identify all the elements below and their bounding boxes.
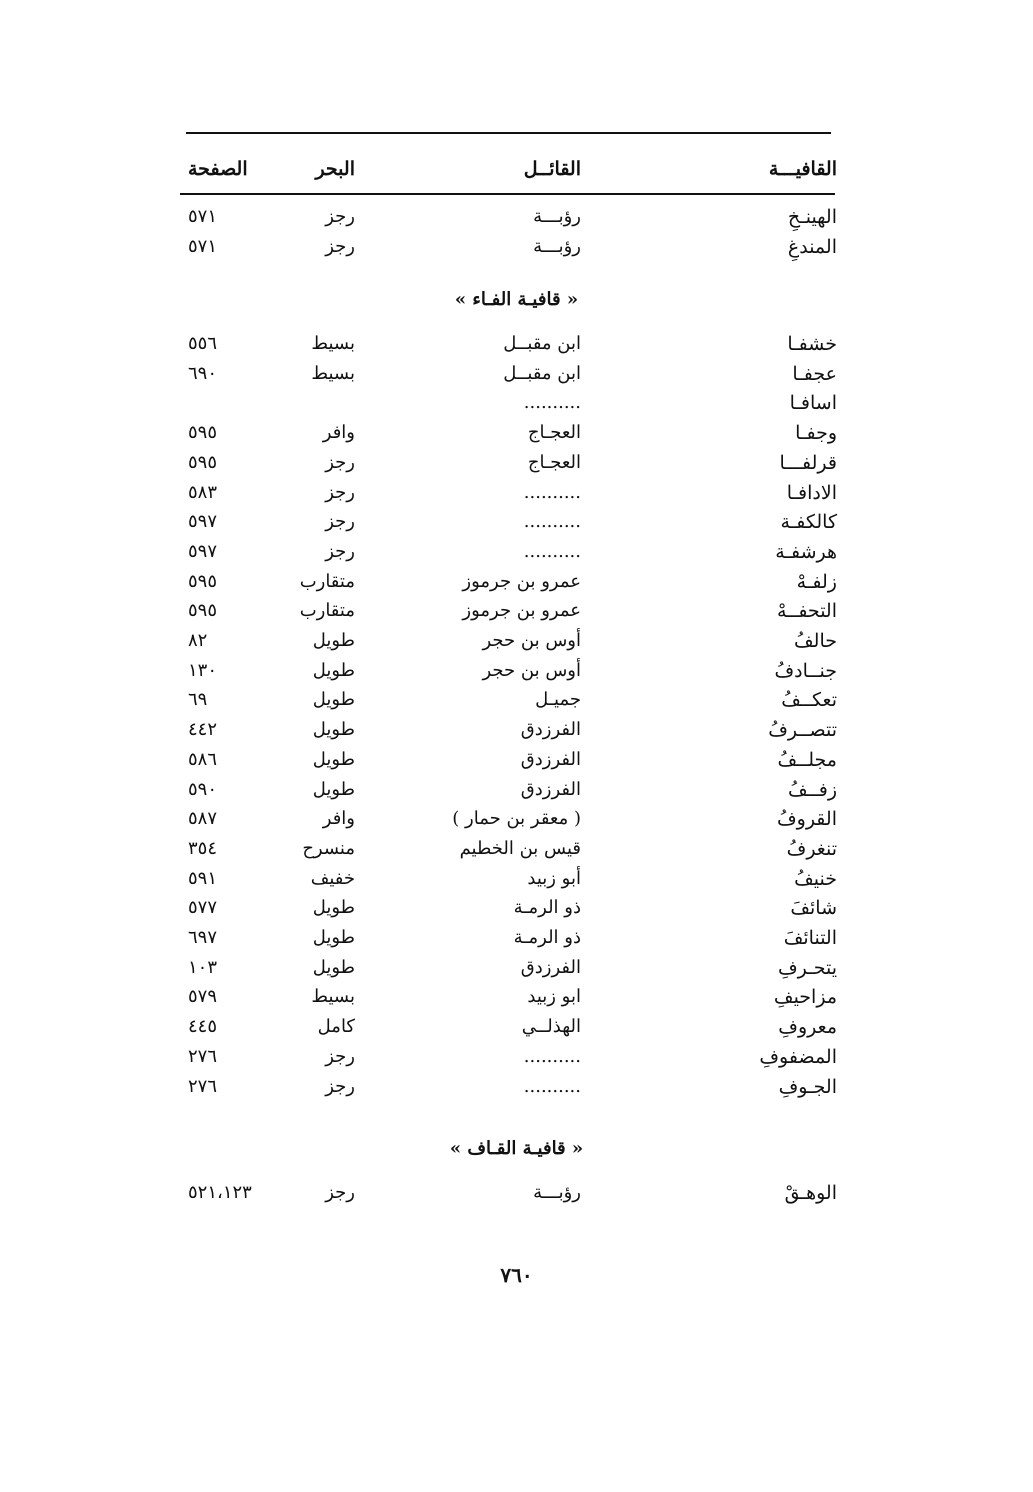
rhyme-cell: عجفـا	[792, 363, 837, 385]
meter-cell: طويل	[312, 927, 355, 948]
poet-cell: ..........	[523, 482, 581, 503]
rhyme-cell: قرلفـــا	[779, 452, 837, 474]
table-row	[0, 864, 1033, 894]
meter-cell: منسرح	[302, 838, 355, 859]
rhyme-cell: وجفـا	[795, 422, 837, 444]
table-row	[0, 1042, 1033, 1072]
meter-cell: وافر	[322, 808, 355, 829]
poet-cell: قيس بن الخطيم	[459, 838, 581, 859]
table-row	[0, 715, 1033, 745]
table-row	[0, 388, 1033, 418]
meter-cell: وافر	[322, 422, 355, 443]
header-rule	[180, 193, 835, 195]
poet-cell: جميـل	[535, 689, 581, 710]
page-ref-cell: ٥٨٦	[188, 749, 218, 770]
rhyme-cell: الجـوفِ	[778, 1076, 837, 1098]
meter-cell: رجز	[325, 511, 355, 532]
meter-cell: رجز	[325, 1076, 355, 1097]
page-ref-cell: ٥٧١	[188, 206, 218, 227]
page-ref-cell: ٥٩٥	[188, 600, 218, 621]
poet-cell: ابو زبيد	[527, 986, 581, 1007]
table-row	[0, 626, 1033, 656]
rhyme-cell: كالكفـة	[780, 511, 837, 533]
page-ref-cell: ١٠٣	[188, 957, 218, 978]
table-row	[0, 537, 1033, 567]
poet-cell: ذو الرمـة	[513, 927, 581, 948]
table-row	[0, 685, 1033, 715]
table-row	[0, 507, 1033, 537]
rhyme-cell: الهينـخِ	[787, 206, 837, 228]
header-poet: القائــل	[523, 158, 581, 180]
poet-cell: الفرزدق	[520, 719, 581, 740]
poet-cell: ذو الرمـة	[513, 897, 581, 918]
page-ref-cell: ٥٨٧	[188, 808, 218, 829]
meter-cell: طويل	[312, 779, 355, 800]
table-row	[0, 448, 1033, 478]
meter-cell: خفيف	[310, 868, 355, 889]
meter-cell: رجز	[325, 236, 355, 257]
meter-cell: طويل	[312, 957, 355, 978]
rhyme-cell: المندغِ	[787, 236, 837, 258]
table-row	[0, 923, 1033, 953]
poet-cell: الفرزدق	[520, 749, 581, 770]
meter-cell: كامل	[317, 1016, 355, 1037]
meter-cell: طويل	[312, 630, 355, 651]
page-ref-cell: ٥٩٥	[188, 452, 218, 473]
poet-cell: ..........	[523, 392, 581, 413]
header-meter: البحر	[315, 158, 355, 180]
table-row	[0, 775, 1033, 805]
poet-cell: العجـاج	[527, 452, 581, 473]
poet-cell: أبو زبيد	[527, 868, 581, 889]
table-row	[0, 834, 1033, 864]
poet-cell: أوس بن حجر	[482, 630, 581, 651]
rhyme-cell: هرشفـة	[775, 541, 837, 563]
table-row	[0, 596, 1033, 626]
rhyme-cell: الوهـقْ	[784, 1182, 837, 1204]
poet-cell: الفرزدق	[520, 779, 581, 800]
poet-cell: أوس بن حجر	[482, 660, 581, 681]
poet-cell: عمرو بن جرموز	[462, 600, 581, 621]
section-title: « قافيـة القـاف »	[449, 1138, 584, 1159]
table-row	[0, 567, 1033, 597]
rhyme-cell: تتصــرفُ	[768, 719, 837, 741]
rhyme-cell: مزاحيفِ	[773, 986, 837, 1008]
poet-cell: رؤبـــة	[533, 206, 581, 227]
poet-cell: ..........	[523, 1076, 581, 1097]
page-ref-cell: ٤٤٥	[188, 1016, 218, 1037]
table-row	[0, 804, 1033, 834]
page-ref-cell: ٥٩٥	[188, 422, 218, 443]
meter-cell: رجز	[325, 452, 355, 473]
top-rule	[186, 132, 831, 134]
rhyme-cell: خشفـا	[787, 333, 837, 355]
table-row	[0, 1072, 1033, 1102]
meter-cell: بسيط	[311, 363, 355, 384]
poet-cell: ( معقر بن حمار )	[452, 808, 581, 829]
page-ref-cell: ٥٧١	[188, 236, 218, 257]
rhyme-cell: التحفــهْ	[777, 600, 837, 622]
poet-cell: ..........	[523, 1046, 581, 1067]
rhyme-cell: حالفُ	[794, 630, 837, 652]
poet-cell: الهذلــي	[521, 1016, 581, 1037]
rhyme-cell: شائفَ	[790, 897, 837, 919]
page-ref-cell: ٦٩	[188, 689, 208, 710]
header-rhyme: القافيـــة	[768, 158, 837, 180]
page-ref-cell: ٦٩٠	[188, 363, 218, 384]
header-page: الصفحة	[188, 158, 248, 180]
table-row	[0, 656, 1033, 686]
table-row	[0, 982, 1033, 1012]
poet-cell: ابن مقبــل	[503, 333, 581, 354]
page-ref-cell: ٥٩٧	[188, 511, 218, 532]
page-ref-cell: ٦٩٧	[188, 927, 218, 948]
meter-cell: رجز	[325, 1046, 355, 1067]
meter-cell: رجز	[325, 1182, 355, 1203]
poet-cell: العجـاج	[527, 422, 581, 443]
meter-cell: رجز	[325, 541, 355, 562]
table-row	[0, 359, 1033, 389]
poet-cell: رؤبـــة	[533, 1182, 581, 1203]
rhyme-cell: المضفوفِ	[759, 1046, 837, 1068]
poet-cell: عمرو بن جرموز	[462, 571, 581, 592]
meter-cell: طويل	[312, 897, 355, 918]
meter-cell: بسيط	[311, 333, 355, 354]
page-ref-cell: ٨٢	[188, 630, 208, 651]
rhyme-cell: معروفِ	[778, 1016, 837, 1038]
table-row	[0, 478, 1033, 508]
rhyme-cell: خنيفُ	[794, 868, 837, 890]
poet-cell: ..........	[523, 541, 581, 562]
table-row	[0, 232, 1033, 262]
page-ref-cell: ٥٧٩	[188, 986, 218, 1007]
table-row	[0, 953, 1033, 983]
page-ref-cell: ٥٩١	[188, 868, 218, 889]
rhyme-cell: مجلــفُ	[777, 749, 837, 771]
page-ref-cell: ٢٧٦	[188, 1076, 218, 1097]
rhyme-cell: جنــادفُ	[774, 660, 837, 682]
page-ref-cell: ٥٥٦	[188, 333, 218, 354]
table-row	[0, 1178, 1033, 1208]
rhyme-cell: يتحـرفِ	[777, 957, 837, 979]
poet-cell: رؤبـــة	[533, 236, 581, 257]
rhyme-cell: زلفـهْ	[796, 571, 837, 593]
table-header	[0, 154, 1033, 184]
table-row	[0, 745, 1033, 775]
rhyme-cell: اسافـا	[789, 392, 837, 414]
page-ref-cell: ١٣٠	[188, 660, 218, 681]
page-ref-cell: ٥٩٠	[188, 779, 218, 800]
table-row	[0, 329, 1033, 359]
page-ref-cell: ٥٩٧	[188, 541, 218, 562]
meter-cell: متقارب	[299, 600, 355, 621]
page-ref-cell: ٥٢١،١٢٣	[188, 1182, 252, 1203]
rhyme-cell: تنغرفُ	[786, 838, 837, 860]
table-row	[0, 202, 1033, 232]
meter-cell: رجز	[325, 206, 355, 227]
rhyme-cell: تعكــفُ	[781, 689, 837, 711]
poet-cell: ابن مقبــل	[503, 363, 581, 384]
meter-cell: متقارب	[299, 571, 355, 592]
rhyme-cell: القروفُ	[776, 808, 837, 830]
poet-cell: ..........	[523, 511, 581, 532]
meter-cell: رجز	[325, 482, 355, 503]
meter-cell: بسيط	[311, 986, 355, 1007]
page-ref-cell: ٢٧٦	[188, 1046, 218, 1067]
page-ref-cell: ٥٧٧	[188, 897, 218, 918]
section-title: « قافيـة الفـاء »	[454, 289, 579, 310]
page-ref-cell: ٥٩٥	[188, 571, 218, 592]
poet-cell: الفرزدق	[520, 957, 581, 978]
meter-cell: طويل	[312, 689, 355, 710]
rhyme-cell: زفــفُ	[787, 779, 837, 801]
meter-cell: طويل	[312, 749, 355, 770]
page-ref-cell: ٥٨٣	[188, 482, 218, 503]
page-number: ٧٦٠	[500, 1263, 533, 1287]
rhyme-cell: الادافـا	[786, 482, 837, 504]
rhyme-cell: التنائفَ	[783, 927, 837, 949]
table-row	[0, 1012, 1033, 1042]
meter-cell: طويل	[312, 719, 355, 740]
table-row	[0, 893, 1033, 923]
meter-cell: طويل	[312, 660, 355, 681]
page-ref-cell: ٣٥٤	[188, 838, 218, 859]
table-row	[0, 418, 1033, 448]
page-ref-cell: ٤٤٢	[188, 719, 218, 740]
